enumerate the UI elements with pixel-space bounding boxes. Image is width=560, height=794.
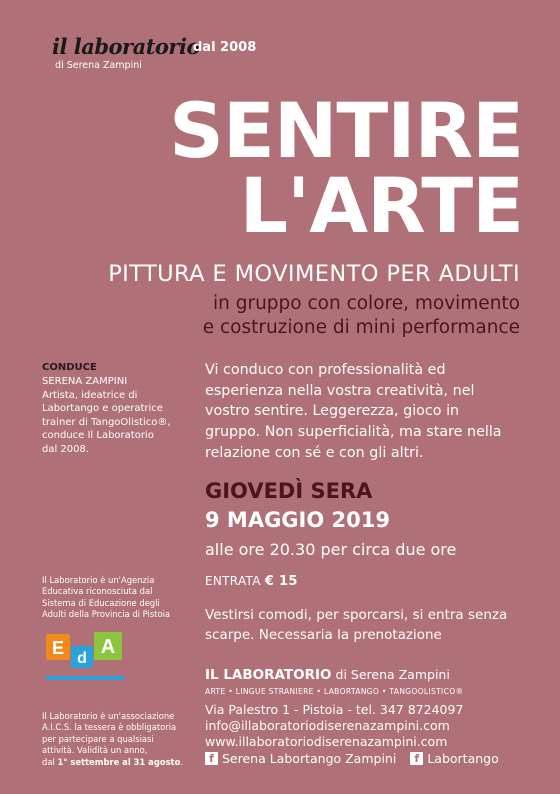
intro-text [205, 360, 525, 464]
aics-validity: 1° settembre al 31 agosto [57, 756, 181, 767]
conduce-line: Artista, ideatrice di [42, 389, 138, 401]
subtitle: PITTURA E MOVIMENTO PER ADULTI [108, 261, 520, 287]
agency-text [42, 575, 202, 621]
event-day: GIOVEDÌ SERA [205, 479, 373, 503]
aics-suffix: . [180, 756, 183, 767]
agency-line: Il Laboratorio è un'Agenzia [42, 575, 155, 585]
since-label: dal 2008 [193, 40, 257, 55]
conduce-heading: CONDUCE [42, 362, 97, 373]
conduce-text [42, 375, 202, 457]
aics-line-last [42, 757, 202, 768]
contact-name: IL LABORATORIO [205, 667, 332, 683]
website-link[interactable]: www.illaboratoriodiserenazampini.com [205, 734, 448, 749]
email-link[interactable]: info@illaboratoriodiserenazampini.com [205, 718, 450, 733]
agency-line: Educativa riconosciuta dal [42, 586, 153, 597]
agency-line: Sistema di Educazione degli [42, 597, 160, 608]
price-value: € 15 [264, 574, 298, 589]
conduce-line: conduce Il Laboratorio [42, 430, 154, 442]
conduce-line: SERENA ZAMPINI [42, 376, 128, 387]
conduce-line: dal 2008. [42, 443, 90, 455]
eda-logo-d: d [77, 650, 87, 667]
aics-line: attività. Validità un anno, [42, 745, 148, 756]
brand-logo: il laboratorio [52, 34, 200, 59]
event-note [205, 605, 525, 645]
social-links [205, 751, 499, 766]
conduce-line: Labortango e operatrice [42, 403, 163, 415]
conduce-line: trainer di TangoOlistico®, [42, 416, 171, 428]
facebook-icon: f [410, 752, 423, 765]
address: Via Palestro 1 - Pistoia - tel. 347 8724097 [205, 702, 464, 717]
subtitle-secondary-1: in gruppo con colore, movimento [212, 293, 520, 314]
activities-list: ARTE • LINGUE STRANIERE • LABORTANGO • TANGOOLISTICO® [205, 687, 464, 696]
eda-logo-a: A [100, 636, 116, 658]
contact-name-suffix: di Serena Zampini [331, 667, 450, 682]
eda-logo-e: E [51, 638, 65, 658]
note-line: scarpe. Necessaria la prenotazione [205, 627, 442, 643]
note-line: Vestirsi comodi, per sporcarsi, si entra senza [205, 607, 508, 623]
title-line-1: SENTIRE [169, 86, 523, 175]
brand-byline: di Serena Zampini [55, 60, 142, 71]
aics-line: per partecipare a qualsiasi [42, 733, 154, 744]
intro-line: esperienza nella vostra creatività, nel [205, 382, 475, 399]
eda-logo-underline [46, 676, 124, 680]
event-time: alle ore 20.30 per circa due ore [205, 540, 457, 559]
intro-line: gruppo. Non superficialità, ma stare nella [205, 424, 502, 441]
contact-heading [205, 667, 450, 683]
entrata-price [205, 574, 298, 589]
aics-line: Il Laboratorio è un'associazione [42, 711, 175, 721]
facebook-link-2[interactable]: Labortango [427, 751, 499, 766]
facebook-link-1[interactable]: Serena Labortango Zampini [222, 751, 397, 766]
event-date: 9 MAGGIO 2019 [205, 508, 390, 532]
title-line-2: L'ARTE [239, 161, 523, 250]
agency-line: Adulti della Provincia di Pistoia [42, 609, 171, 620]
eda-logo [44, 628, 126, 686]
facebook-icon: f [205, 752, 218, 765]
intro-line: vostro sentire. Leggerezza, gioco in [205, 403, 460, 420]
intro-line: relazione con sé e con gli altri. [205, 444, 424, 461]
aics-prefix: dal [42, 756, 58, 767]
entrata-label: ENTRATA [205, 574, 261, 588]
aics-text [42, 711, 202, 768]
subtitle-secondary-2: e costruzione di mini performance [202, 317, 520, 338]
aics-line: A.I.C.S. la tessera è obbligatoria [42, 722, 177, 733]
intro-line: Vi conduco con professionalità ed [205, 362, 446, 378]
